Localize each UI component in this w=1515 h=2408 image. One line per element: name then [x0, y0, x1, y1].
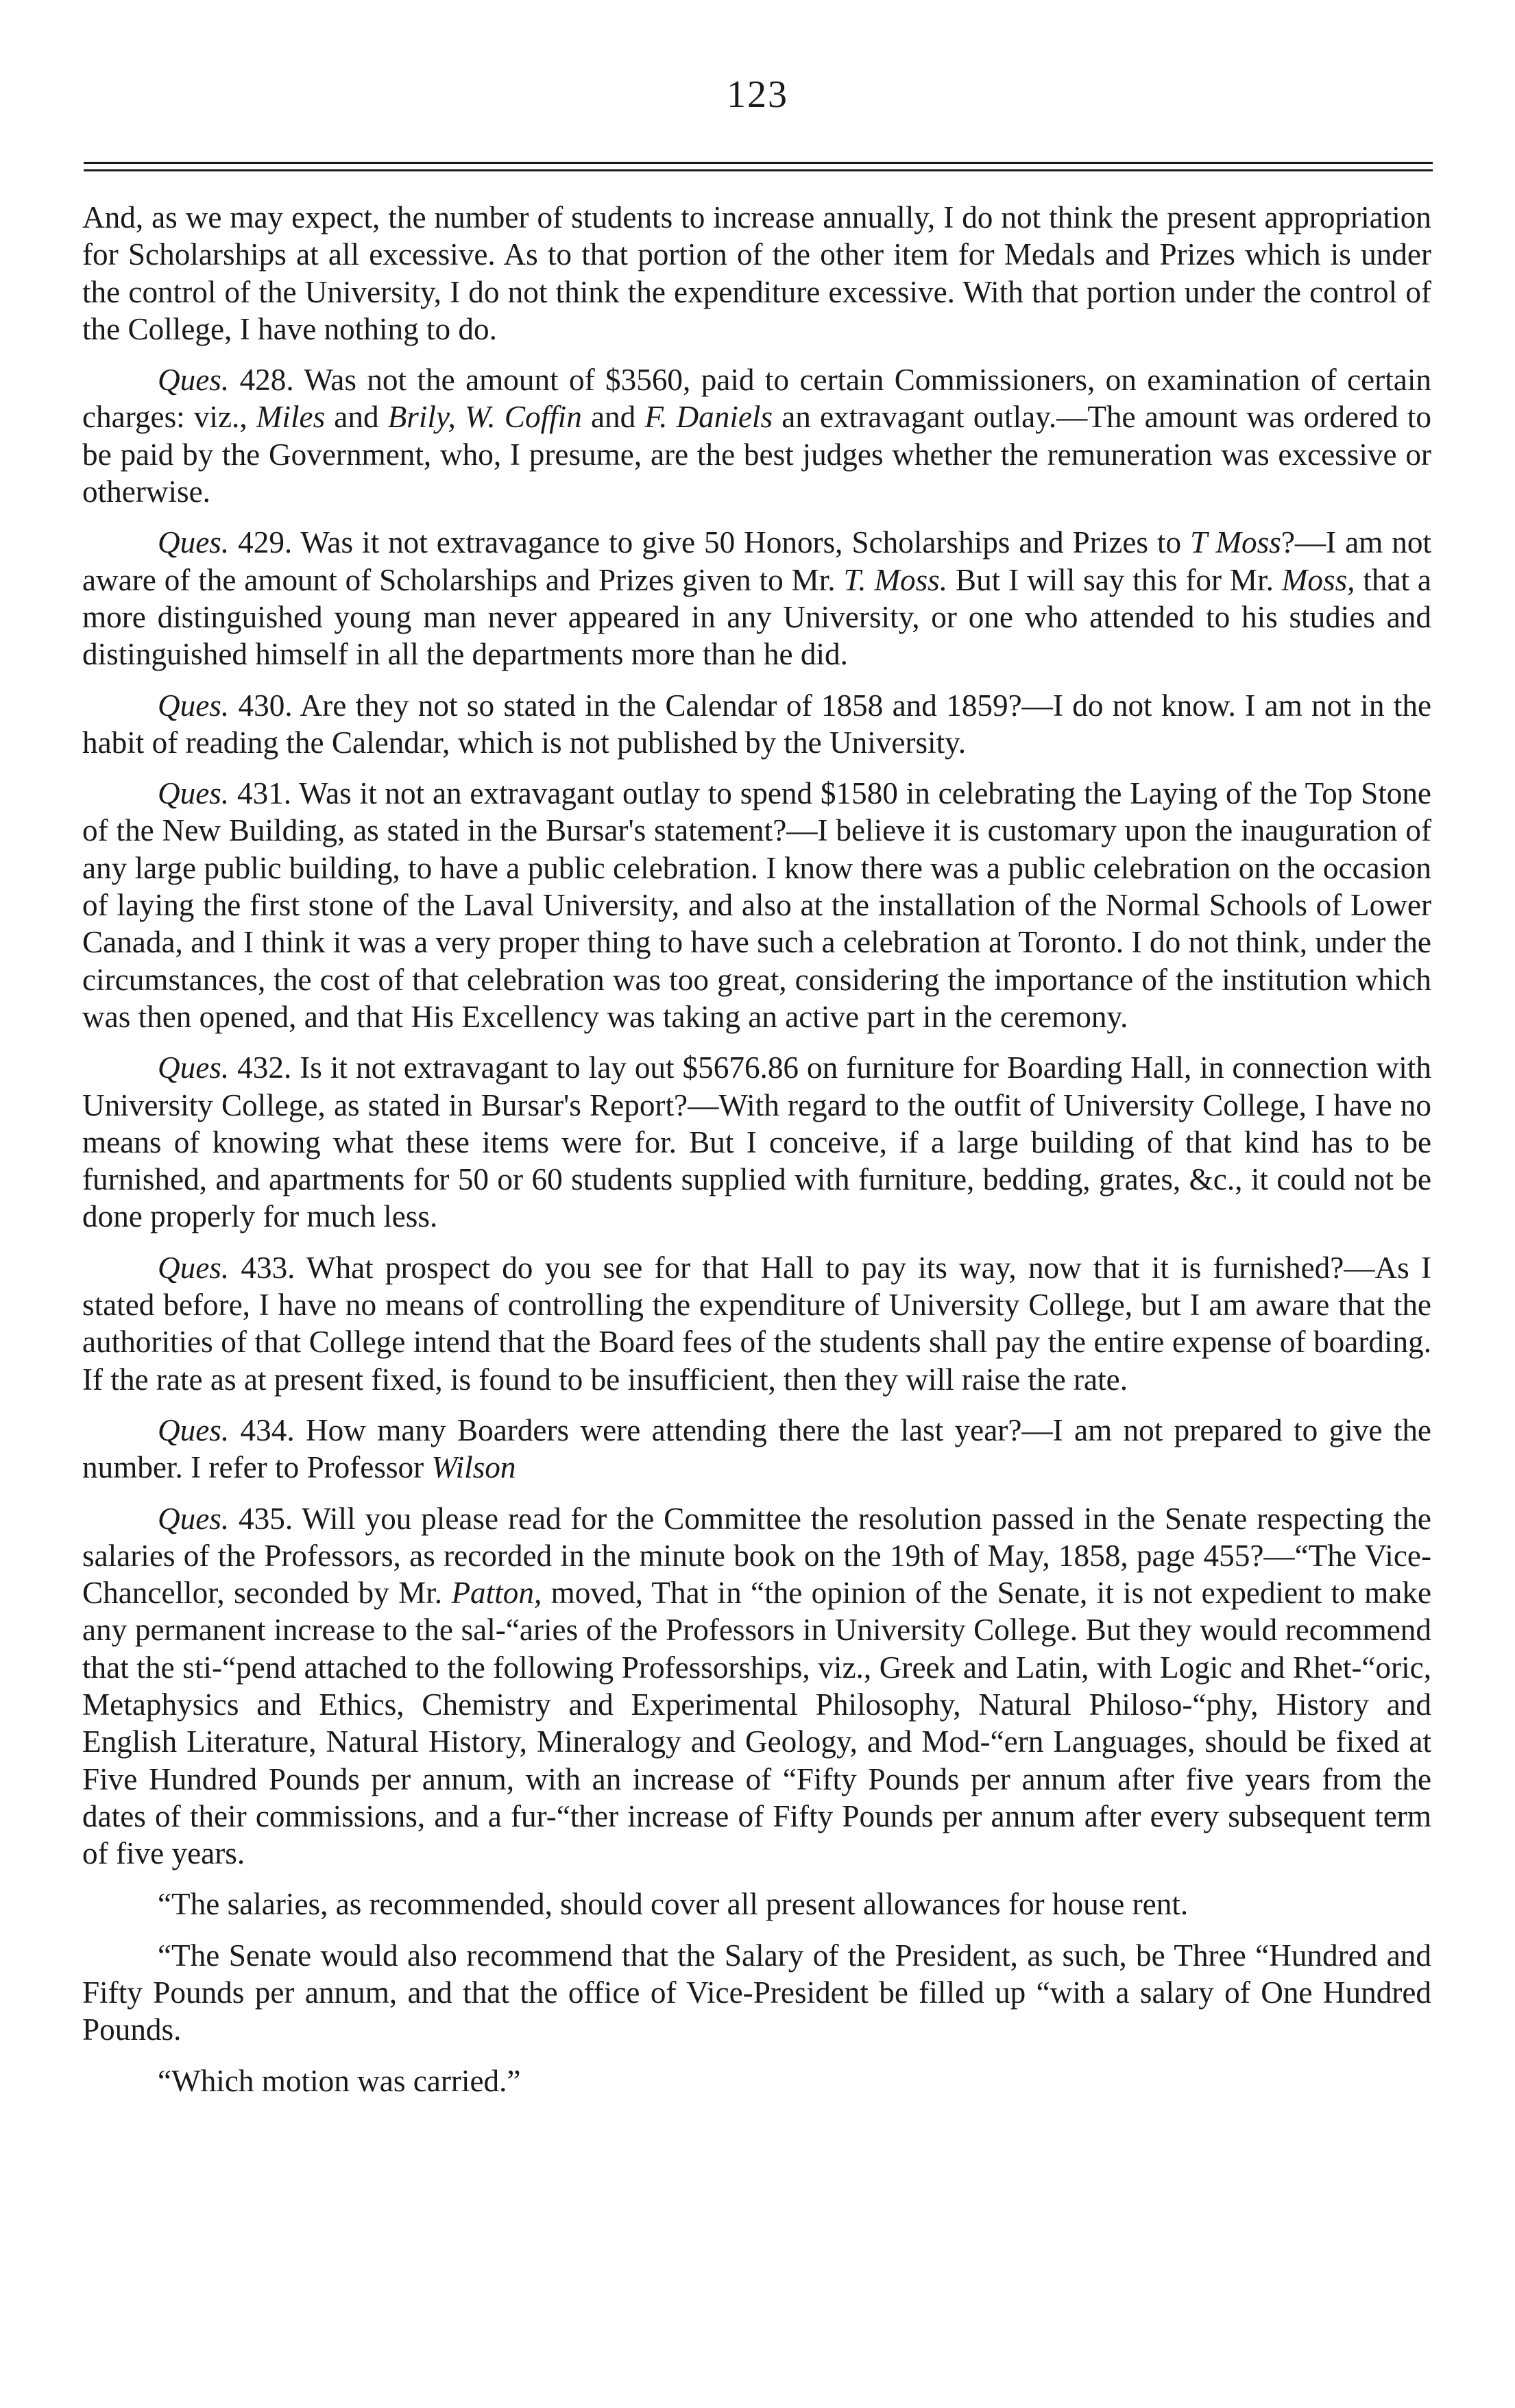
italic-run: Ques. — [158, 1501, 230, 1536]
italic-run: F. Daniels — [644, 400, 773, 435]
header-rule-bottom — [84, 169, 1433, 171]
text-run: that a more distinguished young man never appeared in any University, or one who attended to his studies and distinguished himself in all the departments more than he did. — [82, 562, 1431, 672]
italic-run: Ques. — [158, 525, 230, 560]
text-run: 434. How many Boarders were attending there the last year?—I am not prepared to give the number. I refer to Professor — [82, 1412, 1431, 1485]
italic-run: Wilson — [431, 1450, 516, 1485]
text-run: “The Senate would also recommend that the Salary of the President, as such, be Three “Hundred and Fifty Pounds per annum, and that the office of Vice-President be filled up “with a salary of One Hundred Pounds. — [82, 1938, 1431, 2047]
text-run: ?—I am not aware of the amount of Scholarships and Prizes given to Mr. — [82, 525, 1431, 597]
italic-run: Ques. — [158, 688, 230, 723]
italic-run: Patton, — [451, 1576, 542, 1611]
text-run: 432. Is it not extravagant to lay out $5676.86 on furniture for Boarding Hall, in connection with University College, as stated in Bursar's Report?—With regard to the outfit of University College, I have no means of knowing what these items were for. But I conceive, if a large building of that kind has to be furnished, and apartments for 50 or 60 students supplied with furniture, bedding, grates, &c., it could not be done properly for much less. — [82, 1050, 1431, 1234]
text-run: moved, That in “the opinion of the Senate, it is not expedient to make any permanent increase to the sal-“aries of the Professors in University College. But they would recommend that the sti-“pend attached to the following Professorships, viz., Greek and Latin, with Logic and Rhet-“oric, Metaphysics and Ethics, Chemistry and Experimental Philosophy, Natural Philoso-“phy, History and English Literature, Natural History, Mineralogy and Geology, and Mod-“ern Languages, should be fixed at Five Hundred Pounds per annum, with an increase of “Fifty Pounds per annum after five years from the dates of their commissions, and a fur-“ther increase of Fifty Pounds per annum after every subsequent term of five years. — [82, 1576, 1432, 1871]
text-run: and — [581, 400, 645, 435]
question-435 — [82, 1500, 1431, 1873]
text-run: And, as we may expect, the number of students to increase annually, I do not think the present appropriation for Scholarships at all excessive. As to that portion of the other item for Medals and Prizes which is under the control of the University, I do not think the expenditure excessive. With that portion under the control of the College, I have nothing to do. — [82, 200, 1431, 346]
text-run: But I will say this for Mr. — [947, 562, 1282, 597]
question-430 — [82, 687, 1431, 762]
text-run: “The salaries, as recommended, should cover all present allowances for house rent. — [158, 1887, 1189, 1922]
italic-run: Moss, — [1281, 562, 1355, 597]
text-run: 431. Was it not an extravagant outlay to spend $1580 in celebrating the Laying of the Top Stone of the New Building, as stated in the Bursar's statement?—I believe it is customary upon the inauguration of any large public building, to have a public celebration. I know there was a public celebration on the occasion of laying the first stone of the Laval University, and also at the installation of the Normal Schools of Lower Canada, and I think it was a very proper thing to have such a celebration at Toronto. I do not think, under the circumstances, the cost of that celebration was too great, considering the importance of the institution which was then opened, and that His Excellency was taking an active part in the ceremony. — [82, 776, 1431, 1034]
text-run: 435. Will you please read for the Committee the resolution passed in the Senate respecting the salaries of the Professors, as recorded in the minute book on the 19th of May, 1858, page 455?—“The Vice-Chancellor, seconded by Mr. — [82, 1501, 1431, 1611]
resolution-president — [82, 1937, 1431, 2049]
header-rule-top — [84, 162, 1433, 164]
italic-run: Ques. — [158, 1250, 230, 1285]
text-run: and — [325, 400, 388, 435]
italic-run: Ques. — [158, 1412, 230, 1447]
question-432 — [82, 1049, 1431, 1235]
question-429 — [82, 524, 1431, 673]
question-431 — [82, 775, 1431, 1035]
text-run: an extravagant outlay.—The amount was ordered to be paid by the Government, who, I presume, are the best judges whether the remuneration was excessive or otherwise. — [82, 400, 1431, 509]
document-body — [82, 199, 1431, 2113]
italic-run: Miles — [256, 400, 326, 435]
question-428 — [82, 361, 1431, 510]
italic-run: Ques. — [158, 776, 230, 811]
text-run: 428. Was not the amount of $3560, paid to certain Commissioners, on examination of certain charges: viz., — [82, 363, 1431, 435]
question-434 — [82, 1412, 1431, 1486]
italic-run: Brily, W. Coffin — [387, 400, 582, 435]
italic-run: T. Moss. — [843, 562, 948, 597]
resolution-carried — [82, 2062, 1431, 2099]
resolution-salaries — [82, 1886, 1431, 1923]
italic-run: Ques. — [158, 1050, 230, 1085]
text-run: 429. Was it not extravagance to give 50 Honors, Scholarships and Prizes to — [229, 525, 1191, 560]
text-run: 433. What prospect do you see for that Hall to pay its way, now that it is furnished?—As I stated before, I have no means of controlling the expenditure of University College, but I am aware that the authorities of that College intend that the Board fees of the students shall pay the entire expense of boarding. If the rate as at present fixed, is found to be insufficient, then they will raise the rate. — [82, 1250, 1431, 1397]
italic-run: Ques. — [158, 363, 230, 398]
text-run: “Which motion was carried.” — [158, 2063, 521, 2098]
question-433 — [82, 1249, 1431, 1398]
italic-run: T Moss — [1190, 525, 1281, 560]
paragraph-continuation — [82, 199, 1431, 348]
text-run: 430. Are they not so stated in the Calendar of 1858 and 1859?—I do not know. I am not in the habit of reading the Calendar, which is not published by the University. — [82, 688, 1431, 760]
page-number: 123 — [727, 73, 788, 116]
